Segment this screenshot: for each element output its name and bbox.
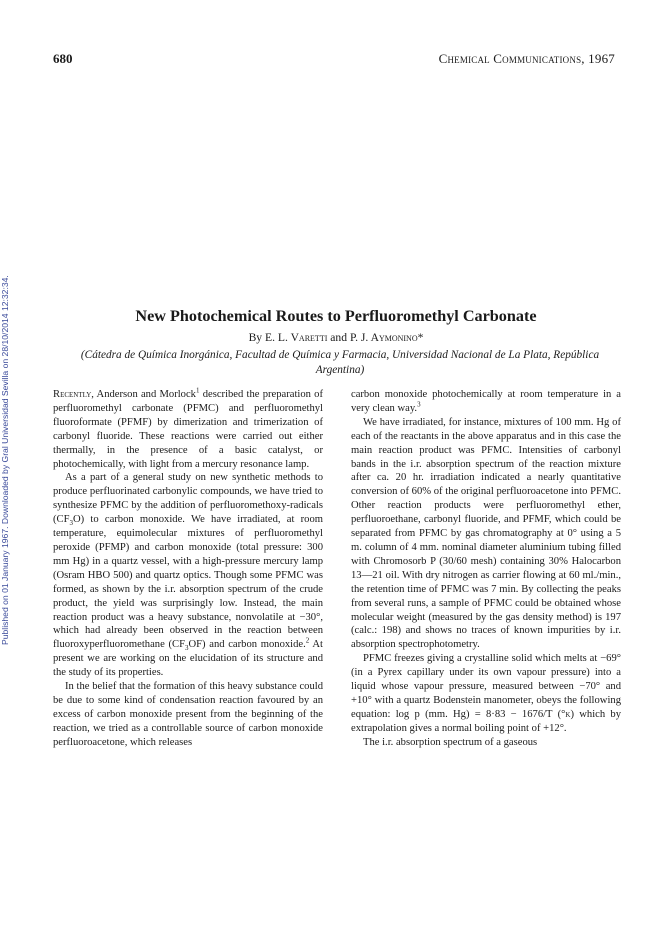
affiliation: (Cátedra de Química Inorgánica, Facultad de Química y Farmacia, Universidad Nacional de La Plata, República Argentina) xyxy=(80,349,600,376)
paragraph-belief: In the belief that the formation of this heavy substance could be due to some kind of condensation reaction favoured by an excess of carbon monoxide present from the beginning of the reaction, we tried as a controllable source of carbon monoxide perfluoroacetone, which releases xyxy=(53,681,323,748)
paragraph-continuation xyxy=(351,388,621,416)
text-run: At present we are working on the elucidation of its structure and the study of its properties. xyxy=(53,639,323,679)
text-run: PFMC freezes giving a crystalline solid which melts at −69° (in a Pyrex capillary under its own vapour pressure) into a liquid whose vapour pressure, measured between −70° and +10° with a quartz Bodenstein manometer, obeys the following equation: log p (mm. Hg) = 8·83 − 1676/T (° xyxy=(351,653,621,720)
text-run: OF) and carbon monoxide. xyxy=(188,639,306,651)
text-run: , Anderson and Morlock xyxy=(91,389,196,400)
paragraph-irradiation: We have irradiated, for instance, mixtures of 100 mm. Hg of each of the reactants in the above apparatus and in this case the main reaction product was PFMC. Intensities of carbonyl bands in the i.r. absorption spectrum of the reaction mixture after ca. 20 hr. irradiation indicated a nearly quantitative conversion of 60% of the original perfluoroacetone into PFMC. Other reaction products were perfluoromethyl ether, perfluoroethane, carbonyl fluoride, and PFMF, which could be separated from PFMC by gas chromatography at 0° using a 5 m. column of 4 mm. nominal diameter aluminium tubing filled with Chromosorb P (30/60 mesh) containing 30% Halocarbon 13—21 oil. With dry nitrogen as carrier flowing at 60 ml./min., the retention time of PFMC was 7 min. By collecting the peaks from several runs, a sample of PFMC could be obtained whose molecular weight (measured by the gas density method) is 197 (calc.: 198) and shows no traces of known impurities by i.r. absorption spectrophotometry. xyxy=(351,416,621,651)
right-column xyxy=(351,388,621,750)
author-aymonino: P. J. Aymonino* xyxy=(349,331,424,344)
left-column xyxy=(53,388,323,750)
by-label: By xyxy=(248,331,263,344)
paragraph-intro xyxy=(53,388,323,471)
text-run: ) which by extrapolation gives a normal boiling point of +12°. xyxy=(351,708,622,734)
and-label: and xyxy=(330,331,348,344)
download-watermark[interactable]: Published on 01 January 1967. Downloaded by Gral Universidad Sevilla on 28/10/2014 12:32:34. xyxy=(0,275,10,645)
author-line xyxy=(0,331,672,344)
lead-word: Recently xyxy=(53,389,92,400)
page-number: 680 xyxy=(53,51,73,66)
paragraph-spectrum: The i.r. absorption spectrum of a gaseous xyxy=(363,736,538,748)
paragraph-properties xyxy=(351,652,621,735)
text-run: carbon monoxide photochemically at room temperature in a very clean way. xyxy=(351,389,621,414)
reference-mark: 2 xyxy=(305,636,310,645)
subscript: 3 xyxy=(69,519,73,528)
article-title: New Photochemical Routes to Perfluoromethyl Carbonate xyxy=(135,307,537,325)
reference-mark: 3 xyxy=(417,400,421,409)
text-run: As a part of a general study on new synthetic methods to produce perfluorinated carbonylic compounds, we have tried to synthesize PFMC by the addition of perfluoromethoxy-radicals (CF xyxy=(53,472,323,526)
running-head: Chemical Communications, 1967 xyxy=(438,51,615,66)
paragraph-method xyxy=(53,471,323,680)
kelvin-mark: k xyxy=(565,708,571,720)
subscript: 3 xyxy=(184,644,189,653)
text-run: described the preparation of perfluoromethyl carbonate (PFMC) and perfluoromethyl fluoroformate (PFMF) by dimerization and trimerization of carbonyl fluoride. These reactions were carried out either thermally, in the presence of a basic catalyst, or photochemically, with light from a mercury resonance lamp. xyxy=(53,389,324,470)
reference-mark: 1 xyxy=(195,386,200,395)
text-run: O) to carbon monoxide. We have irradiated, at room temperature, equimolecular mixtures of perfluoromethyl peroxide (PFMP) and carbon monoxide (total pressure: 300 mm Hg) in a quartz vessel, with a high-pressure mercury lamp (Osram HBO 500) and quartz optics. Though some PFMC was formed, as shown by the i.r. absorption spectrum of the crude product, the yield was surprisingly low. Instead, the main reaction product was a heavy substance, nonvolatile at −30°, which had already been observed in the reaction between fluoroxyperfluoromethane (CF xyxy=(53,514,323,651)
author-varetti: E. L. Varetti xyxy=(265,331,328,344)
